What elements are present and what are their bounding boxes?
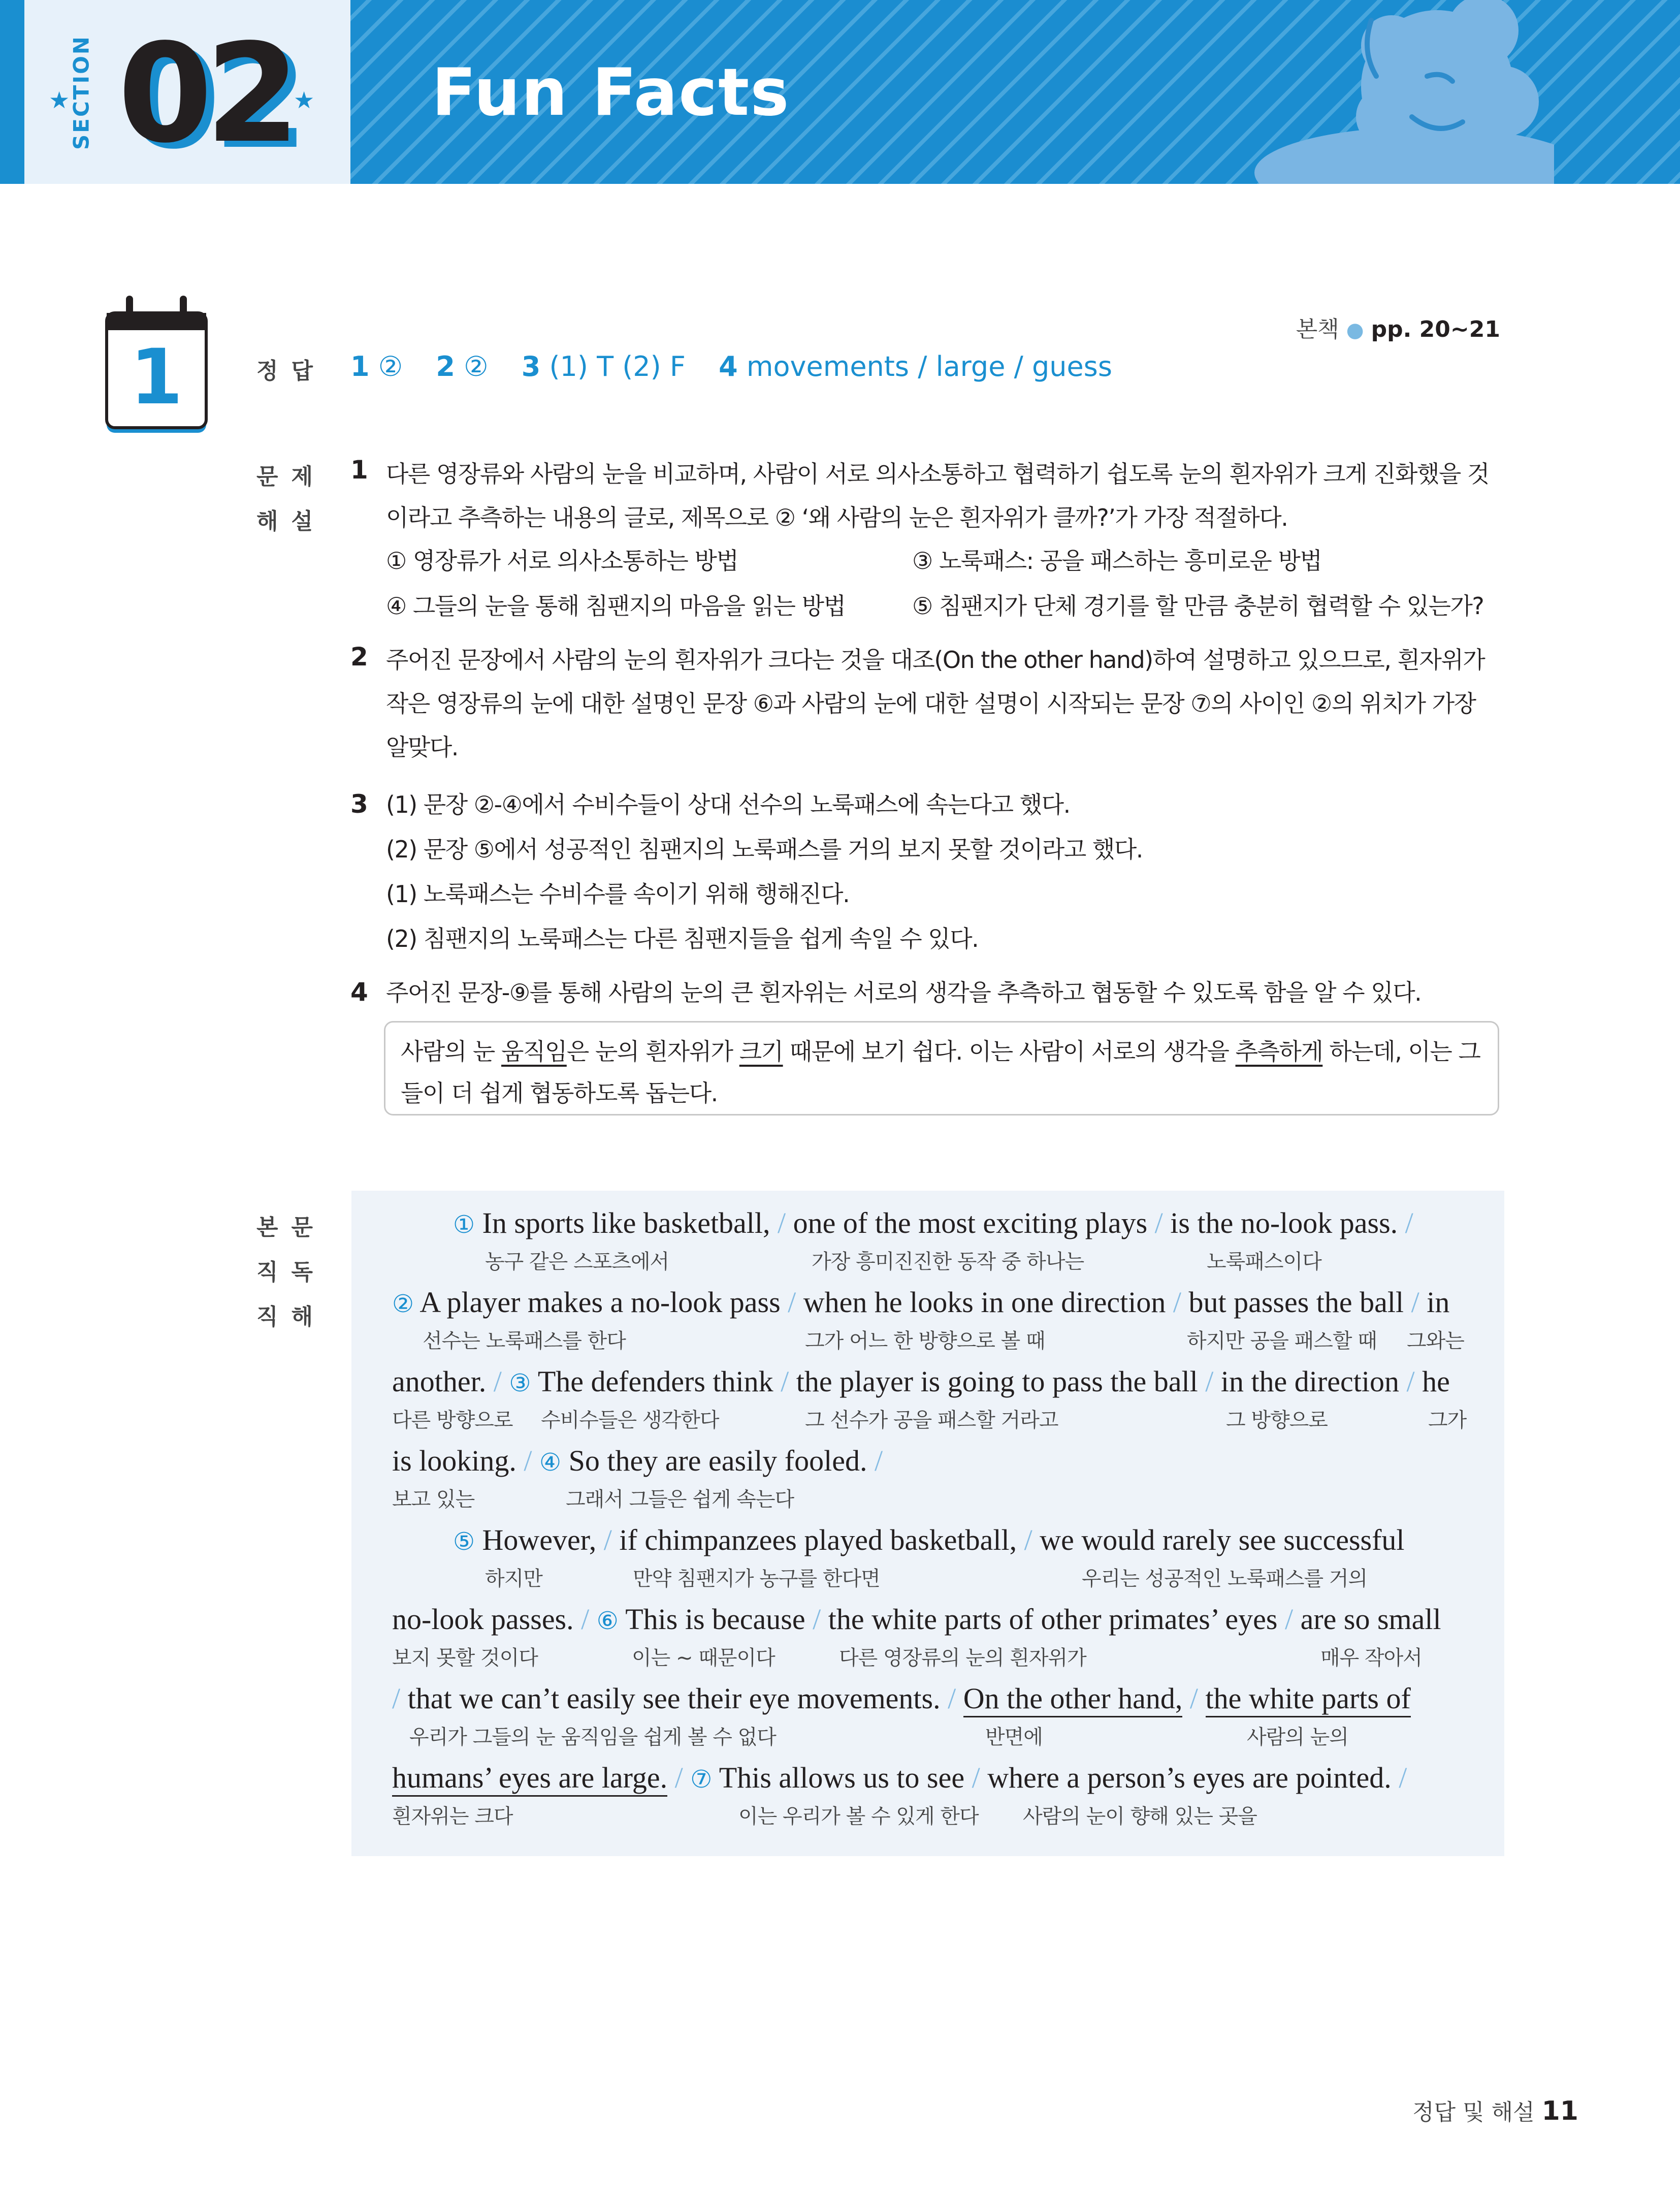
explanation-line: (2) 문장 ⑤에서 성공적인 침팬지의 노룩패스를 거의 보지 못할 것이라고 했다. <box>386 836 1143 863</box>
sentence-number: ② <box>392 1290 414 1318</box>
reading-line: no-look passes. / ⑥ This is because / the white parts of other primates’ eyes / are so small <box>392 1603 1441 1636</box>
explanation-label: 해설 <box>256 508 327 534</box>
reading-line: humans’ eyes are large. / ⑦ This allows us to see / where a person’s eyes are pointed. / <box>392 1761 1407 1795</box>
translation: 그가 어느 한 방향으로 볼 때 <box>805 1329 1045 1353</box>
explanation-line: (1) 문장 ②-④에서 수비수들이 상대 선수의 노룩패스에 속는다고 했다. <box>386 791 1070 818</box>
translation: 반면에 <box>985 1726 1043 1749</box>
translation: 그래서 그들은 쉽게 속는다 <box>566 1488 794 1511</box>
reading-label: 직해 <box>256 1304 327 1330</box>
translation: 보고 있는 <box>392 1488 475 1511</box>
star-icon: ★ <box>294 86 315 114</box>
page-footer: 정답 및 해설 11 <box>1412 2096 1578 2126</box>
sentence-number: ⑥ <box>596 1607 619 1635</box>
underlined-sentence: humans’ eyes are large. <box>392 1761 667 1797</box>
option: ③ 노룩패스: 공을 패스하는 흥미로운 방법 <box>912 547 1322 575</box>
explanation-label: 문제 <box>256 464 327 490</box>
translation: 가장 흥미진진한 동작 중 하나는 <box>812 1250 1084 1273</box>
blank-answer: 추측하게 <box>1235 1038 1323 1065</box>
translation: 이는 ~ 때문이다 <box>632 1646 775 1670</box>
lion-mascot-icon <box>1199 0 1554 184</box>
question-explanation: 주어진 문장에서 사람의 눈의 흰자위가 크다는 것을 대조(On the other hand)하여 설명하고 있으므로, 흰자위가 작은 영장류의 눈에 대한 설명인 문장 ⑥과 사람의 눈에 대한 설명이 시작되는 문장 ⑦의 사이인 ②의 위치가 가장 알맞다. <box>386 646 1485 761</box>
question-number: 1 <box>350 455 368 485</box>
translation: 수비수들은 생각한다 <box>541 1409 719 1432</box>
translation: 그와는 <box>1407 1329 1464 1353</box>
reading-line: is looking. / ④ So they are easily fooled. / <box>392 1444 883 1477</box>
page-number: 11 <box>1541 2096 1578 2126</box>
translation: 우리가 그들의 눈 움직임을 쉽게 볼 수 없다 <box>409 1726 776 1749</box>
reading-line: another. / ③ The defenders think / the player is going to pass the ball / in the direction / he <box>392 1365 1450 1398</box>
option: ⑤ 침팬지가 단체 경기를 할 만큼 충분히 협력할 수 있는가? <box>912 592 1484 620</box>
reading-label: 본문 <box>256 1215 327 1240</box>
question-number: 4 <box>350 977 368 1007</box>
problem-number: 1 <box>130 333 183 422</box>
underlined-sentence: On the other hand, <box>963 1682 1183 1717</box>
bullet-icon: ● <box>1346 318 1364 342</box>
translation: 사람의 눈의 <box>1247 1726 1348 1749</box>
translation: 흰자위는 크다 <box>392 1805 513 1828</box>
explanation-line: (1) 노룩패스는 수비수를 속이기 위해 행해진다. <box>386 880 850 908</box>
translation: 만약 침팬지가 농구를 한다면 <box>633 1567 880 1590</box>
section-label: SECTION <box>69 35 94 150</box>
option: ① 영장류가 서로 의사소통하는 방법 <box>386 547 738 575</box>
option: ④ 그들의 눈을 통해 침팬지의 마음을 읽는 방법 <box>386 592 846 620</box>
reading-line: ⑤ However, / if chimpanzees played basketball, / we would rarely see successful <box>453 1523 1405 1556</box>
translation: 우리는 성공적인 노룩패스를 거의 <box>1082 1567 1368 1590</box>
reading-line: ② A player makes a no-look pass / when he looks in one direction / but passes the ball / in <box>392 1286 1450 1319</box>
explanation-line: (2) 침팬지의 노룩패스는 다른 침팬지들을 쉽게 속일 수 있다. <box>386 925 979 952</box>
reading-label: 직독 <box>256 1259 327 1285</box>
page-reference: 본책 ● pp. 20~21 <box>1296 316 1500 342</box>
sentence-number: ③ <box>509 1369 531 1397</box>
question-number: 2 <box>350 642 368 672</box>
translation: 그가 <box>1428 1409 1467 1432</box>
question-number: 3 <box>350 789 368 819</box>
blank-answer: 움직임 <box>501 1038 567 1065</box>
page-title: Fun Facts <box>432 55 790 131</box>
answer-line <box>350 350 1137 382</box>
answer-item: 3 (1) T (2) F <box>521 350 686 382</box>
translation: 노룩패스이다 <box>1207 1250 1321 1273</box>
sentence-number: ⑦ <box>690 1765 713 1794</box>
translation: 그 선수가 공을 패스할 거라고 <box>805 1409 1058 1432</box>
translation: 선수는 노룩패스를 한다 <box>423 1329 626 1353</box>
question-explanation: 주어진 문장-⑨를 통해 사람의 눈의 큰 흰자위는 서로의 생각을 추측하고 협동할 수 있도록 함을 알 수 있다. <box>386 979 1421 1006</box>
translation: 하지만 <box>485 1567 542 1590</box>
answer-item: 2 ② <box>436 350 489 382</box>
header-accent-strip <box>0 0 24 184</box>
reading-line: / that we can’t easily see their eye movements. / On the other hand, / the white parts of <box>392 1681 1411 1715</box>
answer-label: 정답 <box>256 358 327 384</box>
question-explanation: 다른 영장류와 사람의 눈을 비교하며, 사람이 서로 의사소통하고 협력하기 쉽도록 눈의 흰자위가 크게 진화했을 것이라고 추측하는 내용의 글로, 제목으로 ② ‘왜 사람의 눈은 흰자위가 클까?’가 가장 적절하다. <box>386 460 1489 531</box>
translation: 다른 영장류의 눈의 흰자위가 <box>839 1646 1086 1670</box>
summary-box: 사람의 눈 움직임은 눈의 흰자위가 크기 때문에 보기 쉽다. 이는 사람이 서로의 생각을 추측하게 하는데, 이는 그들이 더 쉽게 협동하도록 돕는다. <box>384 1021 1499 1115</box>
sentence-number: ① <box>453 1210 475 1239</box>
section-number: 02 <box>118 15 293 173</box>
translation: 보지 못할 것이다 <box>392 1646 538 1670</box>
translation: 이는 우리가 볼 수 있게 한다 <box>738 1805 979 1828</box>
translation: 다른 방향으로 <box>392 1409 513 1432</box>
blank-answer: 크기 <box>739 1038 783 1065</box>
answer-item: 4 movements / large / guess <box>719 350 1112 382</box>
translation: 매우 작아서 <box>1320 1646 1422 1670</box>
translation: 사람의 눈이 향해 있는 곳을 <box>1023 1805 1257 1828</box>
translation: 농구 같은 스포츠에서 <box>485 1250 669 1273</box>
star-icon: ★ <box>49 86 70 114</box>
translation: 하지만 공을 패스할 때 <box>1187 1329 1377 1353</box>
calendar-icon <box>101 292 212 439</box>
reading-line: ① In sports like basketball, / one of the most exciting plays / is the no-look pass. / <box>453 1206 1413 1239</box>
sentence-number: ⑤ <box>453 1527 475 1556</box>
underlined-sentence: the white parts of <box>1206 1682 1411 1717</box>
translation: 그 방향으로 <box>1226 1409 1328 1432</box>
sentence-number: ④ <box>539 1448 562 1477</box>
answer-item: 1 ② <box>350 350 403 382</box>
